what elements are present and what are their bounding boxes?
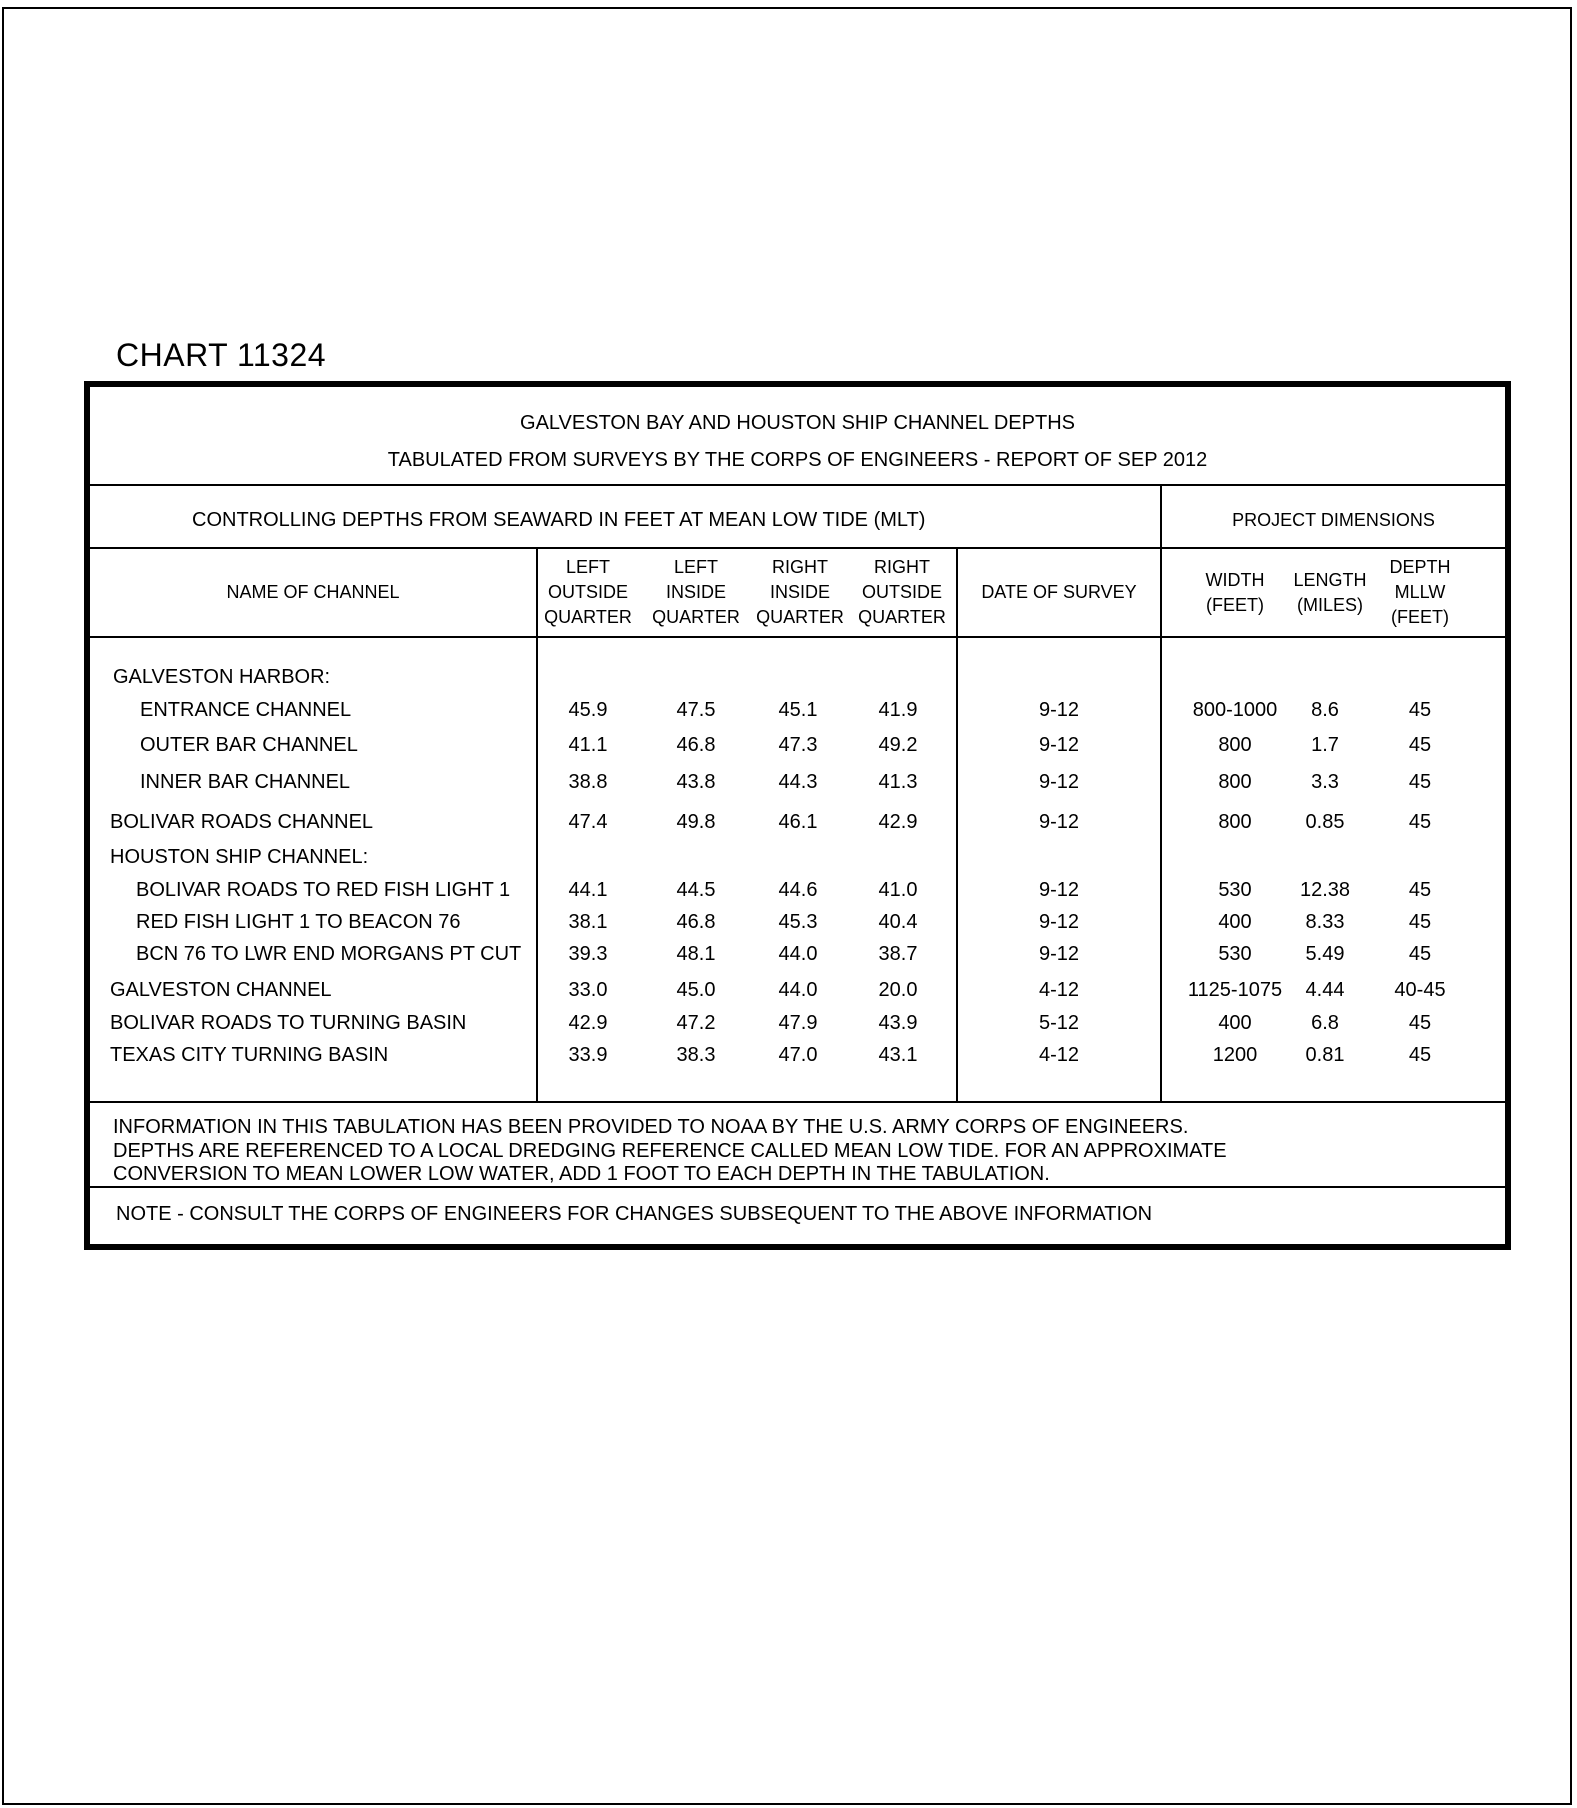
channel-name: OUTER BAR CHANNEL <box>140 734 358 756</box>
channel-name: HOUSTON SHIP CHANNEL: <box>110 846 369 868</box>
cell-loq: 42.9 <box>568 1012 608 1034</box>
cell-width: 1200 <box>1212 1044 1258 1066</box>
controlling-depths-header: CONTROLLING DEPTHS FROM SEAWARD IN FEET AT MEAN LOW TIDE (MLT) <box>192 509 926 531</box>
cell-length: 8.6 <box>1311 699 1339 721</box>
cell-loq: 47.4 <box>568 811 608 833</box>
cell-riq: 47.0 <box>778 1044 818 1066</box>
cell-length: 3.3 <box>1311 771 1339 793</box>
cell-roq: 40.4 <box>878 911 918 933</box>
cell-date: 9-12 <box>1038 771 1080 793</box>
info-paragraph <box>113 1116 1227 1187</box>
cell-loq: 33.9 <box>568 1044 608 1066</box>
cell-roq: 49.2 <box>878 734 918 756</box>
cell-length: 0.81 <box>1305 1044 1345 1066</box>
cell-depth: 40-45 <box>1394 979 1446 1001</box>
cell-liq: 44.5 <box>676 879 716 901</box>
cell-loq: 45.9 <box>568 699 608 721</box>
col-header-left-outside: LEFT OUTSIDE QUARTER <box>544 557 632 627</box>
cell-width: 400 <box>1218 1012 1252 1034</box>
channel-name: INNER BAR CHANNEL <box>140 771 351 793</box>
depths-table <box>84 381 1511 1250</box>
cell-date: 9-12 <box>1038 911 1080 933</box>
col-header-depth: DEPTH MLLW (FEET) <box>1389 557 1451 627</box>
channel-name: TEXAS CITY TURNING BASIN <box>110 1044 389 1066</box>
table-subtitle: TABULATED FROM SURVEYS BY THE CORPS OF ENGINEERS - REPORT OF SEP 2012 <box>387 449 1208 471</box>
cell-width: 800 <box>1218 734 1252 756</box>
cell-width: 530 <box>1218 943 1252 965</box>
cell-date: 5-12 <box>1038 1012 1080 1034</box>
cell-riq: 44.0 <box>778 979 818 1001</box>
cell-loq: 39.3 <box>568 943 608 965</box>
cell-length: 12.38 <box>1299 879 1351 901</box>
cell-depth: 45 <box>1408 1012 1432 1034</box>
chart-title: CHART 11324 <box>116 337 327 373</box>
col-header-left-inside: LEFT INSIDE QUARTER <box>652 557 740 627</box>
col-header-name: NAME OF CHANNEL <box>226 582 400 602</box>
cell-depth: 45 <box>1408 943 1432 965</box>
cell-liq: 46.8 <box>676 734 716 756</box>
channel-name: BOLIVAR ROADS TO RED FISH LIGHT 1 <box>136 879 511 901</box>
cell-liq: 46.8 <box>676 911 716 933</box>
cell-length: 4.44 <box>1305 979 1345 1001</box>
note-text: NOTE - CONSULT THE CORPS OF ENGINEERS FOR CHANGES SUBSEQUENT TO THE ABOVE INFORMATION <box>116 1203 1153 1225</box>
cell-length: 1.7 <box>1311 734 1339 756</box>
cell-width: 800-1000 <box>1192 699 1278 721</box>
col-header-right-outside: RIGHT OUTSIDE QUARTER <box>858 557 946 627</box>
cell-depth: 45 <box>1408 699 1432 721</box>
info-line: CONVERSION TO MEAN LOWER LOW WATER, ADD 1 FOOT TO EACH DEPTH IN THE TABULATION. <box>113 1163 1050 1185</box>
cell-roq: 41.9 <box>878 699 918 721</box>
cell-depth: 45 <box>1408 879 1432 901</box>
info-line: DEPTHS ARE REFERENCED TO A LOCAL DREDGING REFERENCE CALLED MEAN LOW TIDE. FOR AN APPROXIMATE <box>113 1139 1227 1162</box>
cell-liq: 38.3 <box>676 1044 716 1066</box>
cell-date: 9-12 <box>1038 811 1080 833</box>
cell-depth: 45 <box>1408 811 1432 833</box>
col-header-date: DATE OF SURVEY <box>981 582 1137 602</box>
cell-loq: 38.8 <box>568 771 608 793</box>
channel-name: ENTRANCE CHANNEL <box>140 699 352 721</box>
col-header-width: WIDTH (FEET) <box>1205 570 1265 615</box>
cell-liq: 47.2 <box>676 1012 716 1034</box>
cell-date: 9-12 <box>1038 879 1080 901</box>
cell-liq: 49.8 <box>676 811 716 833</box>
cell-roq: 41.0 <box>878 879 918 901</box>
cell-depth: 45 <box>1408 1044 1432 1066</box>
cell-depth: 45 <box>1408 911 1432 933</box>
cell-depth: 45 <box>1408 734 1432 756</box>
cell-length: 8.33 <box>1305 911 1345 933</box>
cell-roq: 43.1 <box>878 1044 918 1066</box>
cell-roq: 20.0 <box>878 979 918 1001</box>
cell-liq: 43.8 <box>676 771 716 793</box>
cell-riq: 47.9 <box>778 1012 818 1034</box>
cell-length: 5.49 <box>1305 943 1345 965</box>
cell-liq: 47.5 <box>676 699 716 721</box>
cell-width: 800 <box>1218 771 1252 793</box>
cell-riq: 46.1 <box>778 811 818 833</box>
channel-name: BOLIVAR ROADS TO TURNING BASIN <box>110 1012 467 1034</box>
cell-loq: 33.0 <box>568 979 608 1001</box>
channel-name: GALVESTON CHANNEL <box>110 979 332 1001</box>
table-title: GALVESTON BAY AND HOUSTON SHIP CHANNEL DEPTHS <box>520 412 1075 434</box>
channel-name: GALVESTON HARBOR: <box>113 666 331 688</box>
rule-title-bottom <box>90 484 1505 486</box>
cell-date: 4-12 <box>1038 979 1080 1001</box>
cell-length: 0.85 <box>1305 811 1345 833</box>
cell-liq: 48.1 <box>676 943 716 965</box>
cell-riq: 44.6 <box>778 879 818 901</box>
rule-body-bottom <box>90 1101 1505 1103</box>
cell-loq: 41.1 <box>568 734 608 756</box>
cell-date: 9-12 <box>1038 699 1080 721</box>
col-header-right-inside: RIGHT INSIDE QUARTER <box>756 557 844 627</box>
cell-date: 4-12 <box>1038 1044 1080 1066</box>
cell-roq: 43.9 <box>878 1012 918 1034</box>
cell-roq: 38.7 <box>878 943 918 965</box>
cell-riq: 44.3 <box>778 771 818 793</box>
cell-width: 800 <box>1218 811 1252 833</box>
channel-name: RED FISH LIGHT 1 TO BEACON 76 <box>136 911 461 933</box>
cell-loq: 44.1 <box>568 879 608 901</box>
cell-date: 9-12 <box>1038 734 1080 756</box>
rule-project-divider <box>1160 484 1162 1103</box>
cell-roq: 42.9 <box>878 811 918 833</box>
cell-width: 400 <box>1218 911 1252 933</box>
rule-section-bottom <box>90 547 1505 549</box>
info-line: INFORMATION IN THIS TABULATION HAS BEEN PROVIDED TO NOAA BY THE U.S. ARMY CORPS OF ENGINEERS. <box>113 1116 1189 1138</box>
cell-riq: 45.1 <box>778 699 818 721</box>
cell-date: 9-12 <box>1038 943 1080 965</box>
cell-loq: 38.1 <box>568 911 608 933</box>
cell-width: 530 <box>1218 879 1252 901</box>
channel-name: BCN 76 TO LWR END MORGANS PT CUT <box>136 943 522 965</box>
cell-roq: 41.3 <box>878 771 918 793</box>
cell-riq: 44.0 <box>778 943 818 965</box>
cell-length: 6.8 <box>1311 1012 1339 1034</box>
rule-header-bottom <box>90 636 1505 638</box>
cell-width: 1125-1075 <box>1187 979 1283 1001</box>
project-dimensions-header: PROJECT DIMENSIONS <box>1232 510 1435 530</box>
cell-liq: 45.0 <box>676 979 716 1001</box>
cell-riq: 45.3 <box>778 911 818 933</box>
channel-name: BOLIVAR ROADS CHANNEL <box>110 811 374 833</box>
cell-riq: 47.3 <box>778 734 818 756</box>
col-header-length: LENGTH (MILES) <box>1293 570 1367 615</box>
cell-depth: 45 <box>1408 771 1432 793</box>
